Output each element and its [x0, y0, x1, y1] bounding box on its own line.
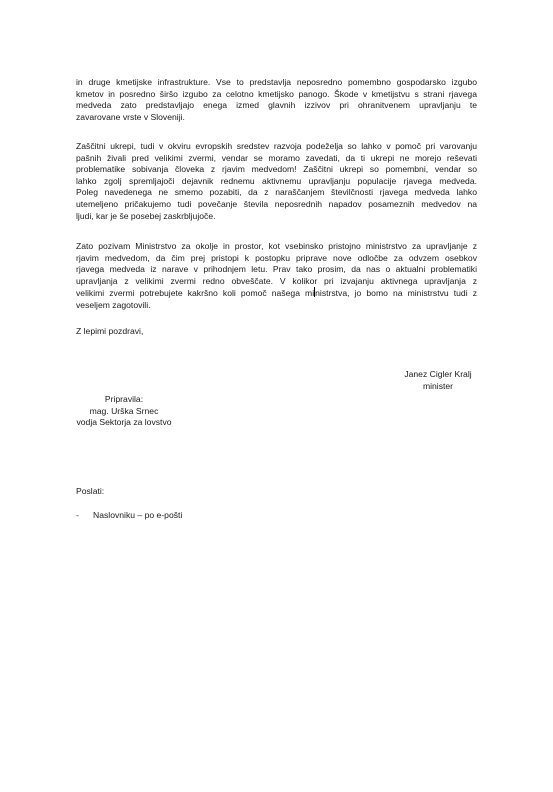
paragraph-line: Zato pozivam Ministrstvo za okolje in prostor, kot vsebinsko pristojno ministrstvo za upravljanje z — [76, 241, 477, 251]
paragraph-line: veseljem zagotovili. — [76, 299, 151, 310]
paragraph-line: in druge kmetijske infrastrukture. Vse to predstavlja neposredno pomembno gospodarsko izgubo — [76, 77, 477, 87]
recipient-list-item — [76, 510, 182, 522]
paragraph-line: lahko zgolj spremljajoči dejavnik rednemu aktivnemu upravljanju populacije rjavega medveda. — [76, 175, 477, 186]
paragraph-line-part: velikimi zvermi potrebujete kakršno koli pomoč našega mi — [76, 288, 315, 299]
paragraph-line: kmetov in posredno širšo izgubo za celotno kmetijsko panogo. Škode v kmetijstvu s strani rjavega — [76, 88, 477, 99]
prepared-by-role: vodja Sektorja za lovstvo — [76, 417, 172, 428]
closing-greeting: Z lepimi pozdravi, — [76, 326, 144, 336]
prepared-by-name: mag. Urška Srnec — [89, 405, 159, 416]
paragraph-3 — [76, 241, 477, 312]
signature-block — [395, 369, 481, 392]
paragraph-line-part: nistrstva, jo bomo na ministrstvu tudi z — [315, 288, 478, 299]
paragraph-line: zavarovane vrste v Sloveniji. — [76, 111, 185, 122]
prepared-by-label: Pripravila: — [104, 394, 144, 404]
paragraph-line: utemeljeno pričakujemo tudi povečanje števila neposrednih napadov posameznih medvedov na — [76, 198, 477, 209]
paragraph-line: problematike sobivanja človeka z rjavim medvedom! Zaščitni ukrepi so pomembni, vendar so — [76, 164, 477, 175]
paragraph-line: rjavim medvedom, da čim prej pristopi k postopku priprave nove odločbe za odvzem osebkov — [76, 252, 477, 263]
signatory-title: minister — [422, 380, 454, 391]
paragraph-line: ljudi, kar je še posebej zaskrbljujoče. — [76, 210, 216, 221]
paragraph-2 — [76, 141, 477, 222]
send-label: Poslati: — [76, 486, 105, 496]
list-dash: - — [76, 510, 79, 520]
paragraph-line: upravljanja z velikimi zvermi redno obveščate. V kolikor pri izvajanju aktivnega upravljanja z — [76, 275, 477, 286]
paragraph-line — [76, 287, 477, 300]
signatory-name: Janez Cigler Kralj — [404, 369, 472, 379]
paragraph-line: rjavega medveda iz narave v prihodnjem letu. Prav tako prosim, da nas o aktualni problematiki — [76, 264, 477, 275]
recipient-text: Naslovniku – po e-pošti — [93, 510, 183, 520]
paragraph-line: Zaščitni ukrepi, tudi v okviru evropskih sredstev razvoja podeželja so lahko v pomoč pri varovanju — [76, 141, 477, 151]
paragraph-1 — [76, 77, 477, 123]
paragraph-line: Poleg navedenega ne smemo pozabiti, da z naraščanjem številčnosti rjavega medveda lahko — [76, 187, 477, 198]
paragraph-line: pašnih živali pred velikimi zvermi, vendar se moramo zavedati, da ti ukrepi ne morejo reševati — [76, 152, 477, 163]
paragraph-line: medveda zato predstavljajo enega izmed glavnih izzivov pri ohranitvenem upravljanju te — [76, 100, 477, 111]
prepared-by-block — [62, 394, 186, 429]
